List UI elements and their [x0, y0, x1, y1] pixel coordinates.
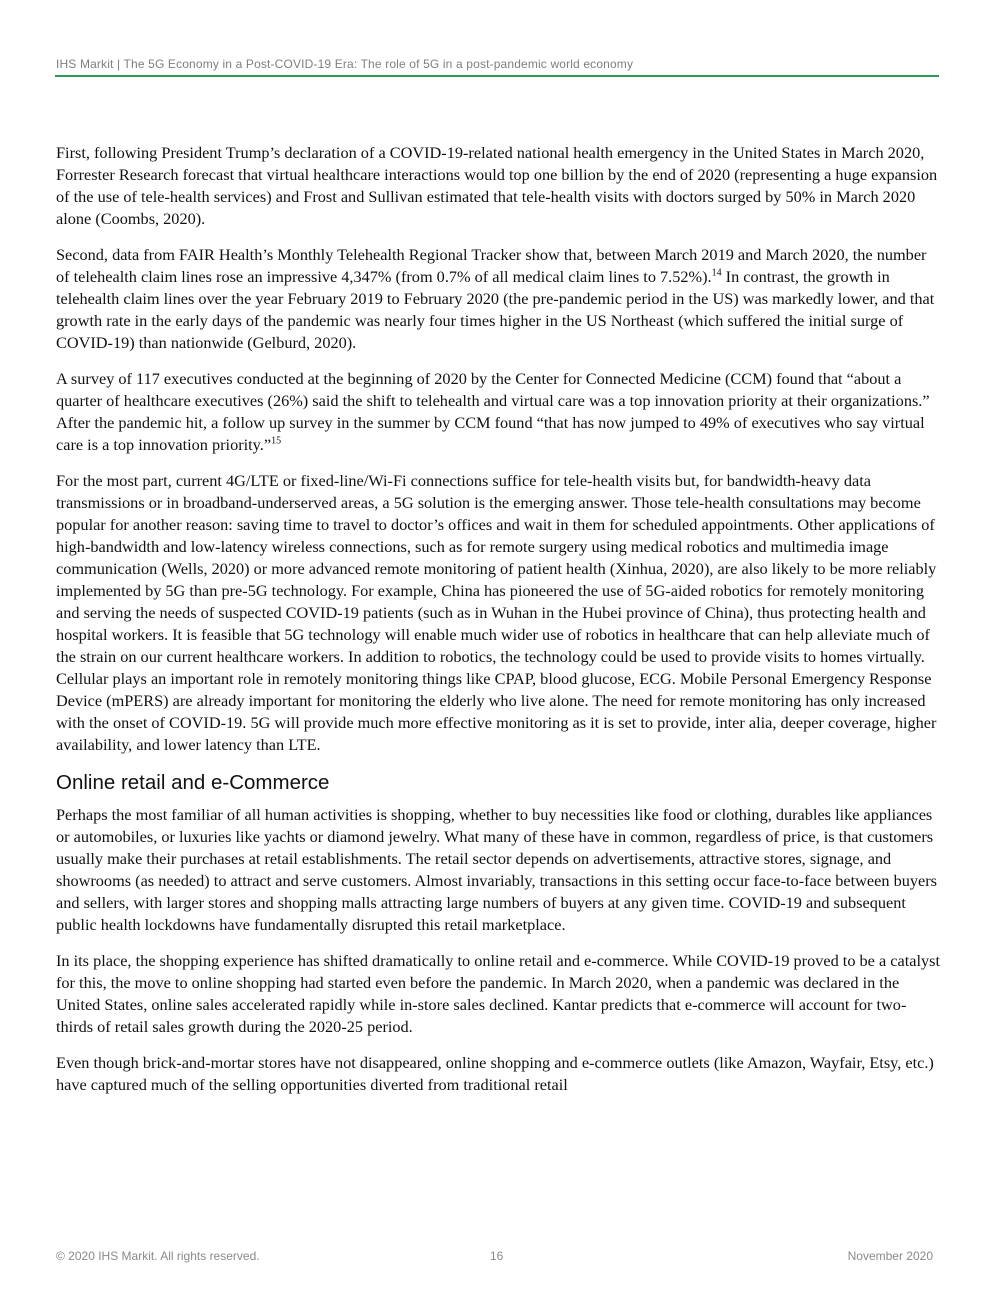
paragraph-ccm-survey	[56, 368, 940, 456]
document-body	[56, 142, 940, 1110]
footnote-ref-14[interactable]: 14	[711, 267, 722, 279]
footer-page-number: 16	[490, 1249, 504, 1263]
footer-copyright: © 2020 IHS Markit. All rights reserved.	[56, 1249, 260, 1263]
footer-date: November 2020	[847, 1249, 933, 1263]
paragraph-fair-health	[56, 244, 940, 354]
paragraph-ecommerce-shift: In its place, the shopping experience has shifted dramatically to online retail and e-commerce. While COVID-19 proved to be a catalyst for this, the move to online shopping had started even before the pandemic. In March 2020, when a pandemic was declared in the United States, online sales accelerated rapidly while in-store sales declined. Kantar predicts that e-commerce will account for two-thirds of retail sales growth during the 2020-25 period.	[56, 951, 941, 1036]
paragraph-brick-and-mortar: Even though brick-and-mortar stores have not disappeared, online shopping and e-commerce outlets (like Amazon, Wayfair, Etsy, etc.) have captured much of the selling opportunities diverted from traditional retail	[56, 1053, 934, 1094]
paragraph-shopping: Perhaps the most familiar of all human activities is shopping, whether to buy necessities like food or clothing, durables like appliances or automobiles, or luxuries like yachts or diamond jewelry. What many of these have in common, regardless of price, is that customers usually make their purchases at retail establishments. The retail sector depends on advertisements, attractive stores, signage, and showrooms (as needed) to attract and serve customers. Almost invariably, transactions in this setting occur face-to-face between buyers and sellers, with larger stores and shopping malls attracting large numbers of buyers at any given time. COVID-19 and subsequent public health lockdowns have fundamentally disrupted this retail marketplace.	[56, 805, 938, 934]
running-header: IHS Markit | The 5G Economy in a Post-COVID-19 Era: The role of 5G in a post-pandemic world economy	[56, 57, 634, 71]
paragraph-fair-health-text-a: Second, data from FAIR Health’s Monthly Telehealth Regional Tracker show that, between March 2019 and March 2020, the number of telehealth claim lines rose an impressive 4,347% (from 0.7% of all medical claim lines to 7.52%).	[56, 245, 927, 286]
paragraph-5g-telehealth: For the most part, current 4G/LTE or fixed-line/Wi-Fi connections suffice for tele-health visits but, for bandwidth-heavy data transmissions or in broadband-underserved areas, a 5G solution is the emerging answer. Those tele-health consultations may become popular for another reason: saving time to travel to doctor’s offices and wait in them for scheduled appointments. Other applications of high-bandwidth and low-latency wireless connections, such as for remote surgery using medical robotics and multimedia image communication (Wells, 2020) or more advanced remote monitoring of patient health (Xinhua, 2020), are also likely to be more reliably implemented by 5G than pre-5G technology. For example, China has pioneered the use of 5G-aided robotics for remotely monitoring and serving the needs of suspected COVID-19 patients (such as in Wuhan in the Hubei province of China), thus protecting health and hospital workers. It is feasible that 5G technology will enable much wider use of robotics in healthcare that can help alleviate much of the strain on our current healthcare workers. In addition to robotics, the technology could be used to provide visits to homes virtually. Cellular plays an important role in remotely monitoring things like CPAP, blood glucose, ECG. Mobile Personal Emergency Response Device (mPERS) are already important for monitoring the elderly who live alone. The need for remote monitoring has only increased with the onset of COVID-19. 5G will provide much more effective monitoring as it is set to provide, inter alia, deeper coverage, higher availability, and lower latency than LTE.	[56, 471, 937, 754]
paragraph-forrester: First, following President Trump’s declaration of a COVID-19-related national health emergency in the United States in March 2020, Forrester Research forecast that virtual healthcare interactions would top one billion by the end of 2020 (representing a huge expansion of the use of tele-health services) and Frost and Sullivan estimated that tele-health visits with doctors surged by 50% in March 2020 alone (Coombs, 2020).	[56, 143, 938, 228]
paragraph-ccm-survey-text: A survey of 117 executives conducted at the beginning of 2020 by the Center for Connected Medicine (CCM) found that “about a quarter of healthcare executives (26%) said the shift to telehealth and virtual care was a top innovation priority at their organizations.” After the pandemic hit, a follow up survey in the summer by CCM found “that has now jumped to 49% of executives who say virtual care is a top innovation priority.”	[56, 369, 930, 454]
paragraph-fair-health-text-b: In contrast, the growth in telehealth claim lines over the year February 2019 to February 2020 (the pre-pandemic period in the US) was markedly lower, and that growth rate in the early days of the pandemic was nearly four times higher in the US Northeast (which suffered the initial surge of COVID-19) than nationwide (Gelburd, 2020).	[56, 267, 935, 352]
footnote-ref-15[interactable]: 15	[271, 435, 282, 447]
section-heading-online-retail: Online retail and e-Commerce	[56, 771, 330, 794]
header-divider	[55, 75, 939, 77]
